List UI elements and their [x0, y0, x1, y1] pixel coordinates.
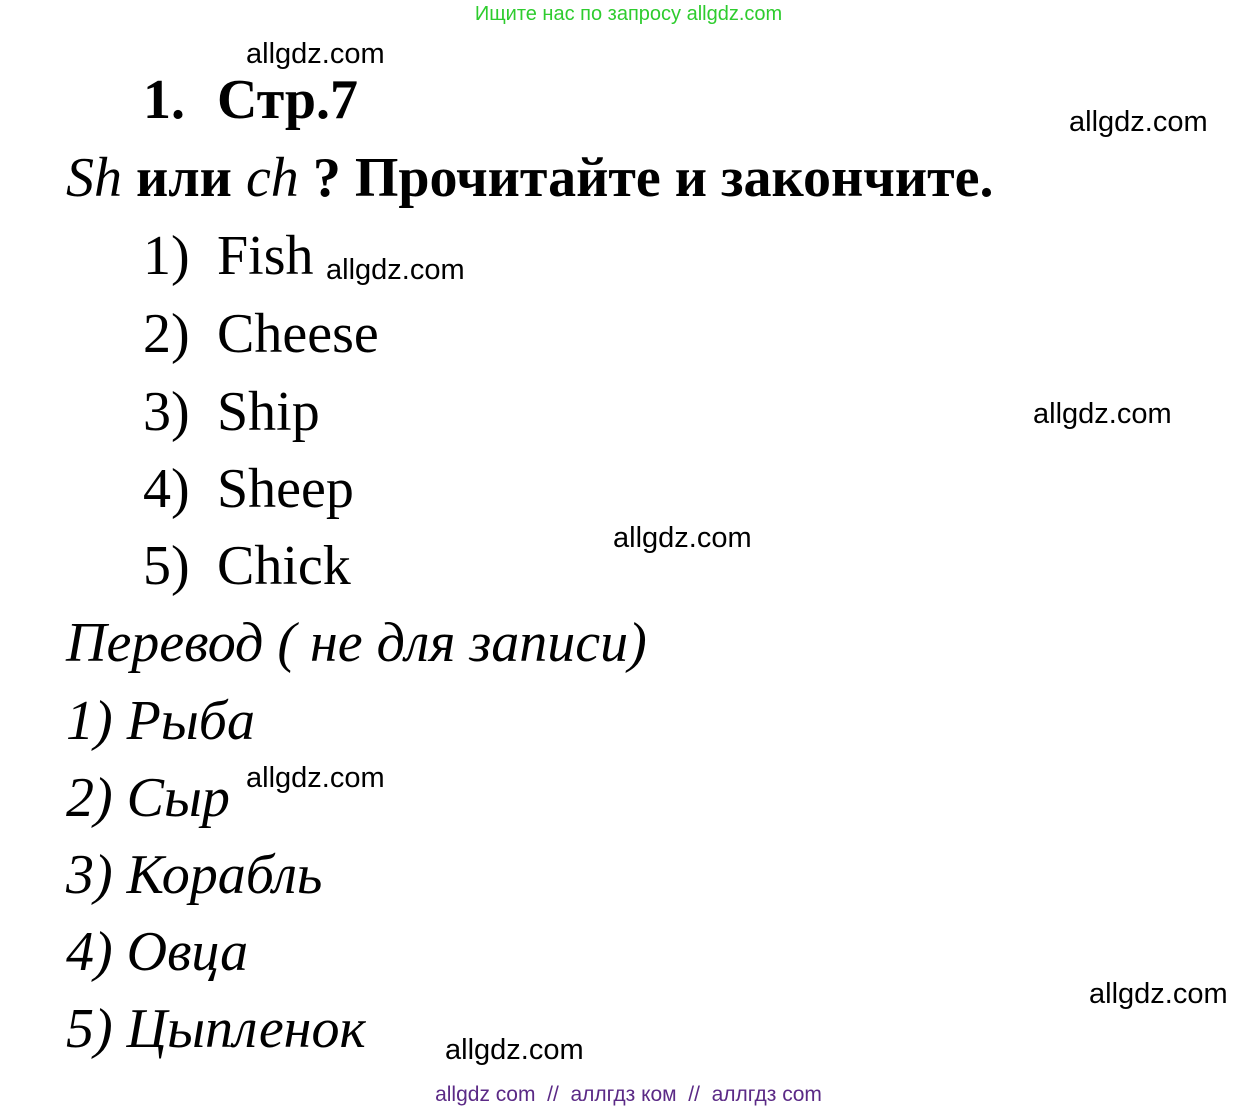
- watermark: allgdz.com: [246, 762, 385, 794]
- watermark: allgdz.com: [1033, 398, 1172, 430]
- exercise-title: [143, 68, 358, 132]
- translation-heading: Перевод ( не для записи): [66, 612, 647, 674]
- translation-item: 5) Цыпленок: [66, 998, 366, 1060]
- instruction-conj: или: [136, 147, 232, 209]
- watermark: allgdz.com: [326, 254, 465, 286]
- list-item: [143, 302, 379, 366]
- item-number: 3): [143, 381, 190, 443]
- watermark: allgdz.com: [1089, 978, 1228, 1010]
- exercise-instruction: [66, 146, 994, 210]
- top-banner: Ищите нас по запросу allgdz.com: [474, 3, 783, 25]
- item-number: 5): [143, 535, 190, 597]
- translation-item: 4) Овца: [66, 921, 249, 983]
- exercise-page: Стр.7: [217, 69, 359, 131]
- item-word: Fish: [217, 225, 314, 287]
- list-item: [143, 224, 314, 288]
- translation-item: 1) Рыба: [66, 690, 255, 752]
- translation-item: 2) Сыр: [66, 767, 230, 829]
- item-number: 1): [143, 225, 190, 287]
- item-word: Sheep: [217, 458, 354, 520]
- watermark: allgdz.com: [445, 1034, 584, 1066]
- item-word: Cheese: [217, 303, 379, 365]
- translation-item: 3) Корабль: [66, 844, 323, 906]
- item-word: Chick: [217, 535, 351, 597]
- watermark: allgdz.com: [246, 38, 385, 70]
- list-item: [143, 534, 351, 598]
- exercise-number: 1.: [143, 69, 185, 131]
- item-number: 2): [143, 303, 190, 365]
- item-number: 4): [143, 458, 190, 520]
- watermark: allgdz.com: [1069, 106, 1208, 138]
- watermark: allgdz.com: [613, 522, 752, 554]
- instruction-term-ch: ch: [245, 147, 299, 209]
- list-item: [143, 380, 320, 444]
- list-item: [143, 457, 354, 521]
- instruction-term-sh: Sh: [66, 147, 122, 209]
- footer-links: allgdz com // аллгдз ком // аллгдз com: [435, 1083, 822, 1106]
- instruction-text: ? Прочитайте и закончите.: [312, 147, 994, 209]
- item-word: Ship: [217, 381, 320, 443]
